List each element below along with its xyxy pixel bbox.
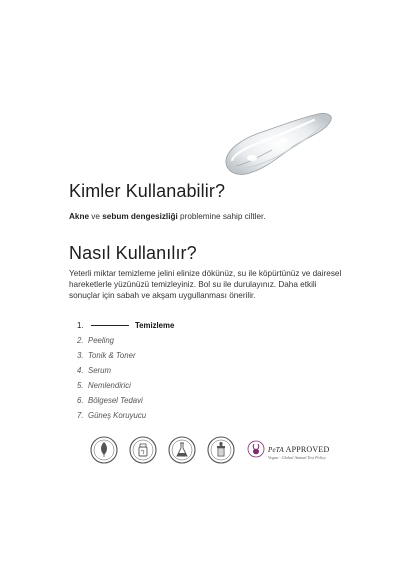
step-item (77, 363, 297, 378)
step-number: 7. (77, 411, 84, 420)
lab-tested-badge-icon (168, 436, 196, 464)
step-label: Tonik & Toner (88, 351, 136, 360)
step-label: Serum (88, 366, 111, 375)
peta-approved-text: APPROVED (285, 444, 330, 454)
step-item (77, 378, 297, 393)
how-to-use-title: Nasıl Kullanılır? (69, 243, 197, 263)
step-number: 2. (77, 336, 84, 345)
step-number: 5. (77, 381, 84, 390)
step-item (77, 318, 297, 333)
step-label: Nemlendirici (88, 381, 131, 390)
peta-bunny-icon (247, 440, 265, 458)
peta-title (268, 445, 329, 454)
step-number: 4. (77, 366, 84, 375)
skin-type-text: problemine sahip ciltler. (177, 212, 266, 221)
step-label: Güneş Koruyucu (88, 411, 147, 420)
step-item (77, 393, 297, 408)
sebum-text: sebum dengesizliği (102, 212, 178, 221)
step-label: Temizleme (135, 321, 175, 330)
active-step-line (91, 325, 129, 326)
step-number: 3. (77, 351, 84, 360)
natural-ingredient-badge-icon (129, 436, 157, 464)
gel-swatch-image (222, 108, 334, 178)
and-text: ve (89, 212, 103, 221)
acne-text: Akne (69, 212, 90, 221)
step-number: 1. (77, 321, 84, 330)
vegan-leaf-badge-icon (90, 436, 118, 464)
step-item (77, 333, 297, 348)
certification-badges (90, 433, 329, 467)
peta-approved-badge (247, 440, 329, 460)
dropper-badge-icon (207, 436, 235, 464)
routine-steps-list (77, 318, 297, 423)
step-label: Peeling (88, 336, 115, 345)
how-to-use-text: Yeterli miktar temizleme jelini elinize dökünüz, su ile köpürtünüz ve dairesel hareketlerle yüzünüzü temizleyiniz. Bol su ile durulayınız. Daha etkili sonuçlar için sabah ve akşam uygullanması önerilir. (69, 269, 342, 300)
step-item (77, 348, 297, 363)
step-label: Bölgesel Tedavi (88, 396, 143, 405)
who-can-use-text (69, 211, 269, 222)
step-number: 6. (77, 396, 84, 405)
step-item (77, 408, 297, 423)
peta-subtitle: Vegan - Global Animal Test Policy (268, 455, 326, 460)
peta-brand: PeTA (268, 445, 284, 454)
who-can-use-title: Kimler Kullanabilir? (69, 181, 226, 201)
